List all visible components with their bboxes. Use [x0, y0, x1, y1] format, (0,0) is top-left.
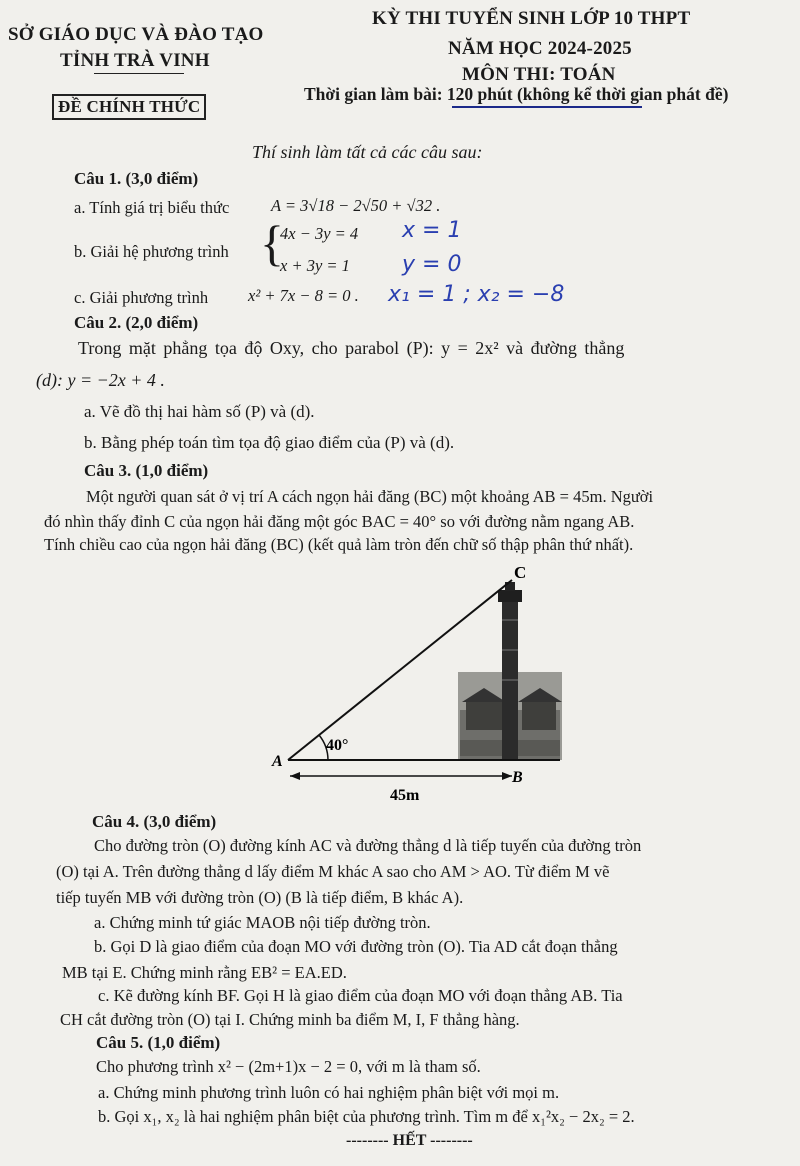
q4-part-c-2: CH cắt đường tròn (O) tại I. Chứng minh ba điểm M, I, F thẳng hàng. [60, 1010, 520, 1029]
q4-part-c-1: c. Kẽ đường kính BF. Gọi H là giao điểm của đoạn MO với đoạn thẳng AB. Tia [98, 986, 623, 1005]
q2-line-2: (d): y = −2x + 4 . [36, 370, 165, 390]
handwritten-answer-x: x = 1 [402, 218, 462, 243]
handwritten-underline [452, 106, 642, 108]
time-label: Thời gian làm bài: 120 phút (không kể thời gian phát đề) [304, 84, 729, 104]
department-line-2: TỈNH TRÀ VINH [60, 50, 210, 71]
q4-line-2: (O) tại A. Trên đường thẳng d lấy điểm M khác A sao cho AM > AO. Từ điểm M vẽ [56, 862, 610, 881]
lighthouse-figure [260, 560, 580, 810]
left-building [466, 700, 502, 730]
lighthouse-lantern [498, 590, 522, 602]
q2-title: Câu 2. (2,0 điểm) [74, 313, 199, 332]
dimension-arrow-right [502, 772, 512, 780]
q1-title: Câu 1. (3,0 điểm) [74, 169, 199, 188]
label-C: C [514, 563, 527, 582]
q1-part-b: b. Giải hệ phương trình [74, 242, 229, 261]
q2-part-a: a. Vẽ đồ thị hai hàm số (P) và (d). [84, 402, 315, 421]
q5-line-1: Cho phương trình x² − (2m+1)x − 2 = 0, với m là tham số. [96, 1057, 481, 1076]
q1-part-a: a. Tính giá trị biểu thức [74, 198, 230, 217]
label-A: A [272, 753, 283, 770]
school-year: NĂM HỌC 2024-2025 [448, 38, 632, 59]
q1-part-c-expression: x² + 7x − 8 = 0 . [248, 286, 359, 305]
q3-line-2: đó nhìn thấy đỉnh C của ngọn hải đăng một góc BAC = 40° so với đường nằm ngang AB. [44, 512, 635, 531]
q1-part-b-equation-2: x + 3y = 1 [280, 256, 350, 275]
dimension-arrow-left [290, 772, 300, 780]
q4-part-a: a. Chứng minh tứ giác MAOB nội tiếp đường tròn. [94, 913, 431, 932]
q3-line-3: Tính chiều cao của ngọn hải đăng (BC) (kết quả làm tròn đến chữ số thập phân thứ nhất). [44, 535, 634, 554]
q4-line-1: Cho đường tròn (O) đường kính AC và đường thẳng d là tiếp tuyến của đường tròn [94, 836, 642, 855]
q3-line-1: Một người quan sát ở vị trí A cách ngọn hải đăng (BC) một khoảng AB = 45m. Người [86, 487, 654, 506]
q4-part-b-2: MB tại E. Chứng minh rằng EB² = EA.ED. [62, 963, 347, 982]
handwritten-answer-y: y = 0 [402, 252, 462, 277]
end-marker: -------- HẾT -------- [346, 1132, 473, 1149]
department-line-1: SỞ GIÁO DỤC VÀ ĐÀO TẠO [8, 24, 264, 45]
q5-part-b: b. Gọi x₁, x₂ là hai nghiệm phân biệt của phương trình. Tìm m để x₁²x₂ − 2x₂ = 2. [98, 1107, 635, 1126]
q1-part-a-expression: A = 3√18 − 2√50 + √32 . [271, 196, 441, 215]
q4-title: Câu 4. (3,0 điểm) [92, 812, 217, 831]
official-exam-box: ĐỀ CHÍNH THỨC [52, 94, 206, 120]
q1-part-c: c. Giải phương trình [74, 288, 209, 307]
right-building [522, 700, 556, 730]
q1-part-b-equation-1: 4x − 3y = 4 [280, 224, 359, 243]
length-label: 45m [390, 787, 420, 804]
q2-line-1: Trong mặt phẳng tọa độ Oxy, cho parabol (P): y = 2x² và đường thẳng [78, 338, 625, 358]
label-B: B [512, 769, 523, 786]
q3-title: Câu 3. (1,0 điểm) [84, 461, 209, 480]
subject: MÔN THI: TOÁN [462, 64, 616, 85]
angle-label: 40° [326, 737, 349, 754]
q4-line-3: tiếp tuyến MB với đường tròn (O) (B là tiếp điểm, B khác A). [56, 888, 464, 907]
q5-title: Câu 5. (1,0 điểm) [96, 1033, 221, 1052]
exam-title: KỲ THI TUYỂN SINH LỚP 10 THPT [372, 8, 691, 29]
q2-part-b: b. Bằng phép toán tìm tọa độ giao điểm của (P) và (d). [84, 433, 455, 452]
header-divider [94, 73, 184, 74]
system-brace: { [260, 215, 284, 271]
q5-part-a: a. Chứng minh phương trình luôn có hai nghiệm phân biệt với mọi m. [98, 1083, 560, 1102]
instruction: Thí sinh làm tất cả các câu sau: [252, 142, 483, 162]
handwritten-answer-roots: x₁ = 1 ; x₂ = −8 [388, 282, 565, 307]
q4-part-b-1: b. Gọi D là giao điểm của đoạn MO với đường tròn (O). Tia AD cắt đoạn thẳng [94, 937, 618, 956]
